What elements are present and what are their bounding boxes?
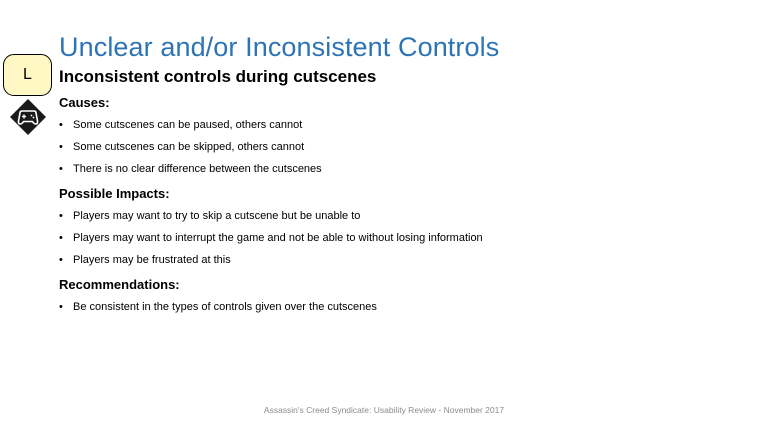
severity-badge xyxy=(3,54,52,96)
cause-item: • There is no clear difference between the cutscenes xyxy=(59,163,739,176)
impacts-heading: Possible Impacts: xyxy=(59,186,170,201)
impact-item: • Players may be frustrated at this xyxy=(59,254,739,267)
causes-heading: Causes: xyxy=(59,95,110,110)
cause-item: • Some cutscenes can be skipped, others cannot xyxy=(59,141,739,154)
impacts-list xyxy=(59,210,739,267)
slide-title: Unclear and/or Inconsistent Controls xyxy=(59,32,500,63)
recommendations-list xyxy=(59,301,739,314)
footer-text: Assassin's Creed Syndicate: Usability Review - November 2017 xyxy=(263,405,505,415)
issue-title: Inconsistent controls during cutscenes xyxy=(59,67,377,86)
cause-item: • Some cutscenes can be paused, others cannot xyxy=(59,119,739,132)
impact-item: • Players may want to try to skip a cutscene but be unable to xyxy=(59,210,739,223)
gamepad-icon xyxy=(9,98,47,136)
impact-item: • Players may want to interrupt the game and not be able to without losing information xyxy=(59,232,739,245)
causes-list xyxy=(59,119,739,176)
recommendation-item: • Be consistent in the types of controls given over the cutscenes xyxy=(59,301,739,314)
severity-label: L xyxy=(23,66,32,83)
recommendations-heading: Recommendations: xyxy=(59,277,180,292)
issue-content xyxy=(59,66,739,323)
